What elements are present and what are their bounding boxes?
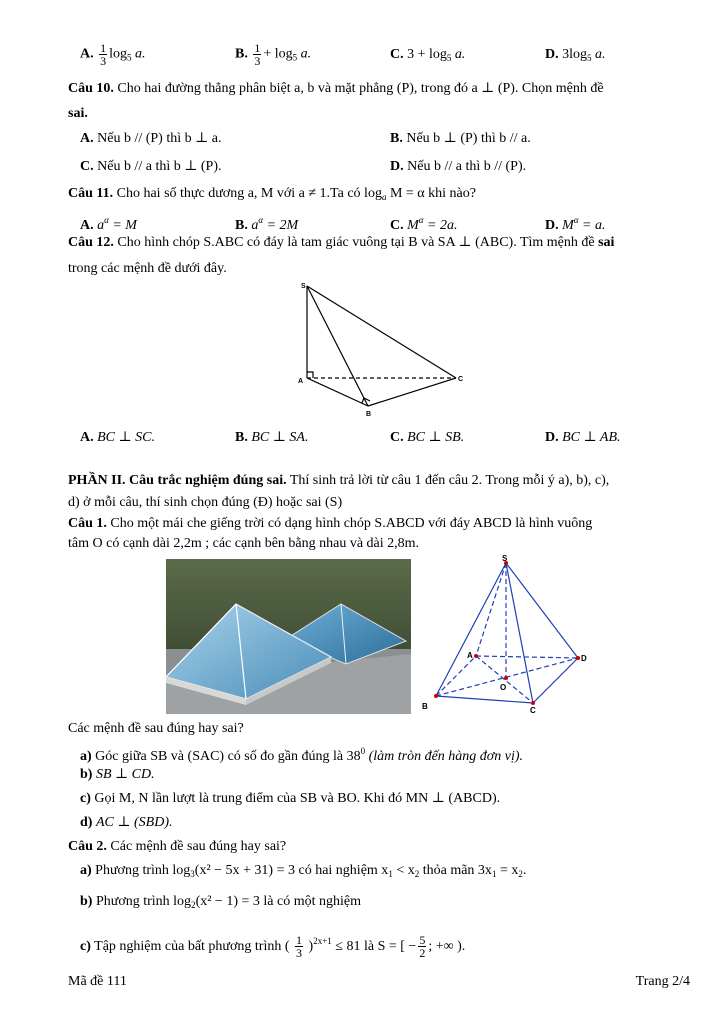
q9-option-a: A. $\frac{1}{3}$ $\log_5 a$. — [80, 41, 146, 68]
p2q2-item-b: b) Phương trình $\log_2(x^2 - 1) = 3$ là có một nghiệm — [80, 894, 361, 910]
fraction: $\frac{5}{2}$ — [419, 933, 426, 961]
p2q1-stem-cont: tâm O có cạnh dài 2,2m ; các cạnh bên bằng nhau và dài 2,8m. — [68, 536, 420, 551]
q10-option-b: B. Nếu b ⊥ (P) thì b // a. — [390, 131, 531, 146]
vertex-label-s: S — [502, 554, 508, 563]
q12-option-d: D. BC ⊥ AB. — [545, 430, 621, 445]
vertex-label-s: S — [301, 283, 306, 290]
p2q2-item-a: a) Phương trình $\log_3(x^2 - 5x + 31) = 3$ có hai nghiệm $x_1 < x_2$ thỏa mãn $3x_1 = x_2$. — [80, 863, 527, 879]
q12-stem: Câu 12. Cho hình chóp S.ABC có đáy là tam giác vuông tại B và SA ⊥ (ABC). Tìm mệnh đề sai — [68, 235, 615, 250]
fraction: $\frac{1}{3}$ — [296, 933, 303, 961]
q12-pyramid-figure — [290, 280, 490, 430]
p2q1-item-a: a) Góc giữa SB và (SAC) có số đo gần đúng là $38^0$ (làm tròn đến hàng đơn vị). — [80, 746, 524, 764]
q9-option-c: C. $3 + \log_5 a$. — [390, 47, 466, 63]
q12-option-c: C. BC ⊥ SB. — [390, 430, 465, 445]
q11-stem: Câu 11. Cho hai số thực dương a, M với a ≠ 1.Ta có $\log_a M = \alpha$ khi nào? — [68, 186, 476, 202]
vertex-label-o: O — [500, 683, 507, 692]
vertex-label-c: C — [458, 376, 464, 383]
q9-option-d: D. $3\log_5$ a. — [545, 47, 606, 63]
vertex-label-b: B — [366, 411, 372, 418]
q12-option-a: A. BC ⊥ SC. — [80, 430, 156, 445]
q10-stem-cont: sai. — [68, 106, 88, 121]
p2q1-stem: Câu 1. Cho một mái che giếng trời có dạng hình chóp S.ABCD với đáy ABCD là hình vuông — [68, 516, 593, 531]
q11-option-d: D. $M^\alpha = a$. — [545, 215, 606, 233]
q11-option-b: B. $a^\alpha = 2M$ — [235, 215, 299, 233]
q9-option-b: B. $\frac{1}{3}$ + $\log_5 a$. — [235, 41, 312, 68]
q10-option-c: C. Nếu b // a thì b ⊥ (P). — [80, 159, 222, 174]
vertex-label-b: B — [422, 702, 428, 711]
q10-stem: Câu 10. Cho hai đường thẳng phân biệt a, b và mặt phẳng (P), trong đó a ⊥ (P). Chọn mệnh đề — [68, 81, 604, 96]
skylight-photo — [166, 559, 411, 714]
p2q2-stem: Câu 2. Các mệnh đề sau đúng hay sai? — [68, 839, 287, 854]
footer-exam-code: Mã đề 111 — [68, 974, 127, 989]
q10-option-a: A. Nếu b // (P) thì b ⊥ a. — [80, 131, 222, 146]
p2q1-pyramid-figure — [418, 553, 598, 713]
footer-page-number: Trang 2/4 — [635, 974, 690, 989]
q12-option-b: B. BC ⊥ SA. — [235, 430, 309, 445]
vertex-label-c: C — [530, 706, 536, 713]
fraction: $\frac{1}{3}$ — [254, 41, 261, 68]
p2q1-item-c: c) Gọi M, N lần lượt là trung điểm của SB và BO. Khi đó MN ⊥ (ABCD). — [80, 791, 501, 806]
q12-stem-cont: trong các mệnh đề dưới đây. — [68, 261, 227, 276]
q10-option-d: D. Nếu b // a thì b // (P). — [390, 159, 527, 174]
q11-option-a: A. $a^\alpha = M$ — [80, 215, 137, 233]
vertex-label-d: D — [581, 654, 587, 663]
fraction: $\frac{1}{3}$ — [100, 41, 107, 68]
q11-option-c: C. $M^\alpha = 2a$. — [390, 215, 458, 233]
part2-heading: PHẦN II. Câu trắc nghiệm đúng sai. Thí sinh trả lời từ câu 1 đến câu 2. Trong mỗi ý a), b), c), — [68, 473, 610, 488]
p2q1-prompt: Các mệnh đề sau đúng hay sai? — [68, 721, 244, 736]
p2q2-item-c: c) Tập nghiệm của bất phương trình ( $\frac{1}{3}$ )$^{2x+1}$ ≤ 81 là S = [ − $\frac{5}{2}$ ; +∞ ). — [80, 933, 466, 961]
p2q1-item-b: b) SB ⊥ CD. — [80, 767, 155, 782]
vertex-label-a: A — [467, 651, 473, 660]
p2q1-item-d: d) AC ⊥ (SBD). — [80, 815, 173, 830]
vertex-label-a: A — [298, 378, 304, 385]
part2-heading-cont: d) ở mỗi câu, thí sinh chọn đúng (Đ) hoặc sai (S) — [68, 495, 343, 510]
